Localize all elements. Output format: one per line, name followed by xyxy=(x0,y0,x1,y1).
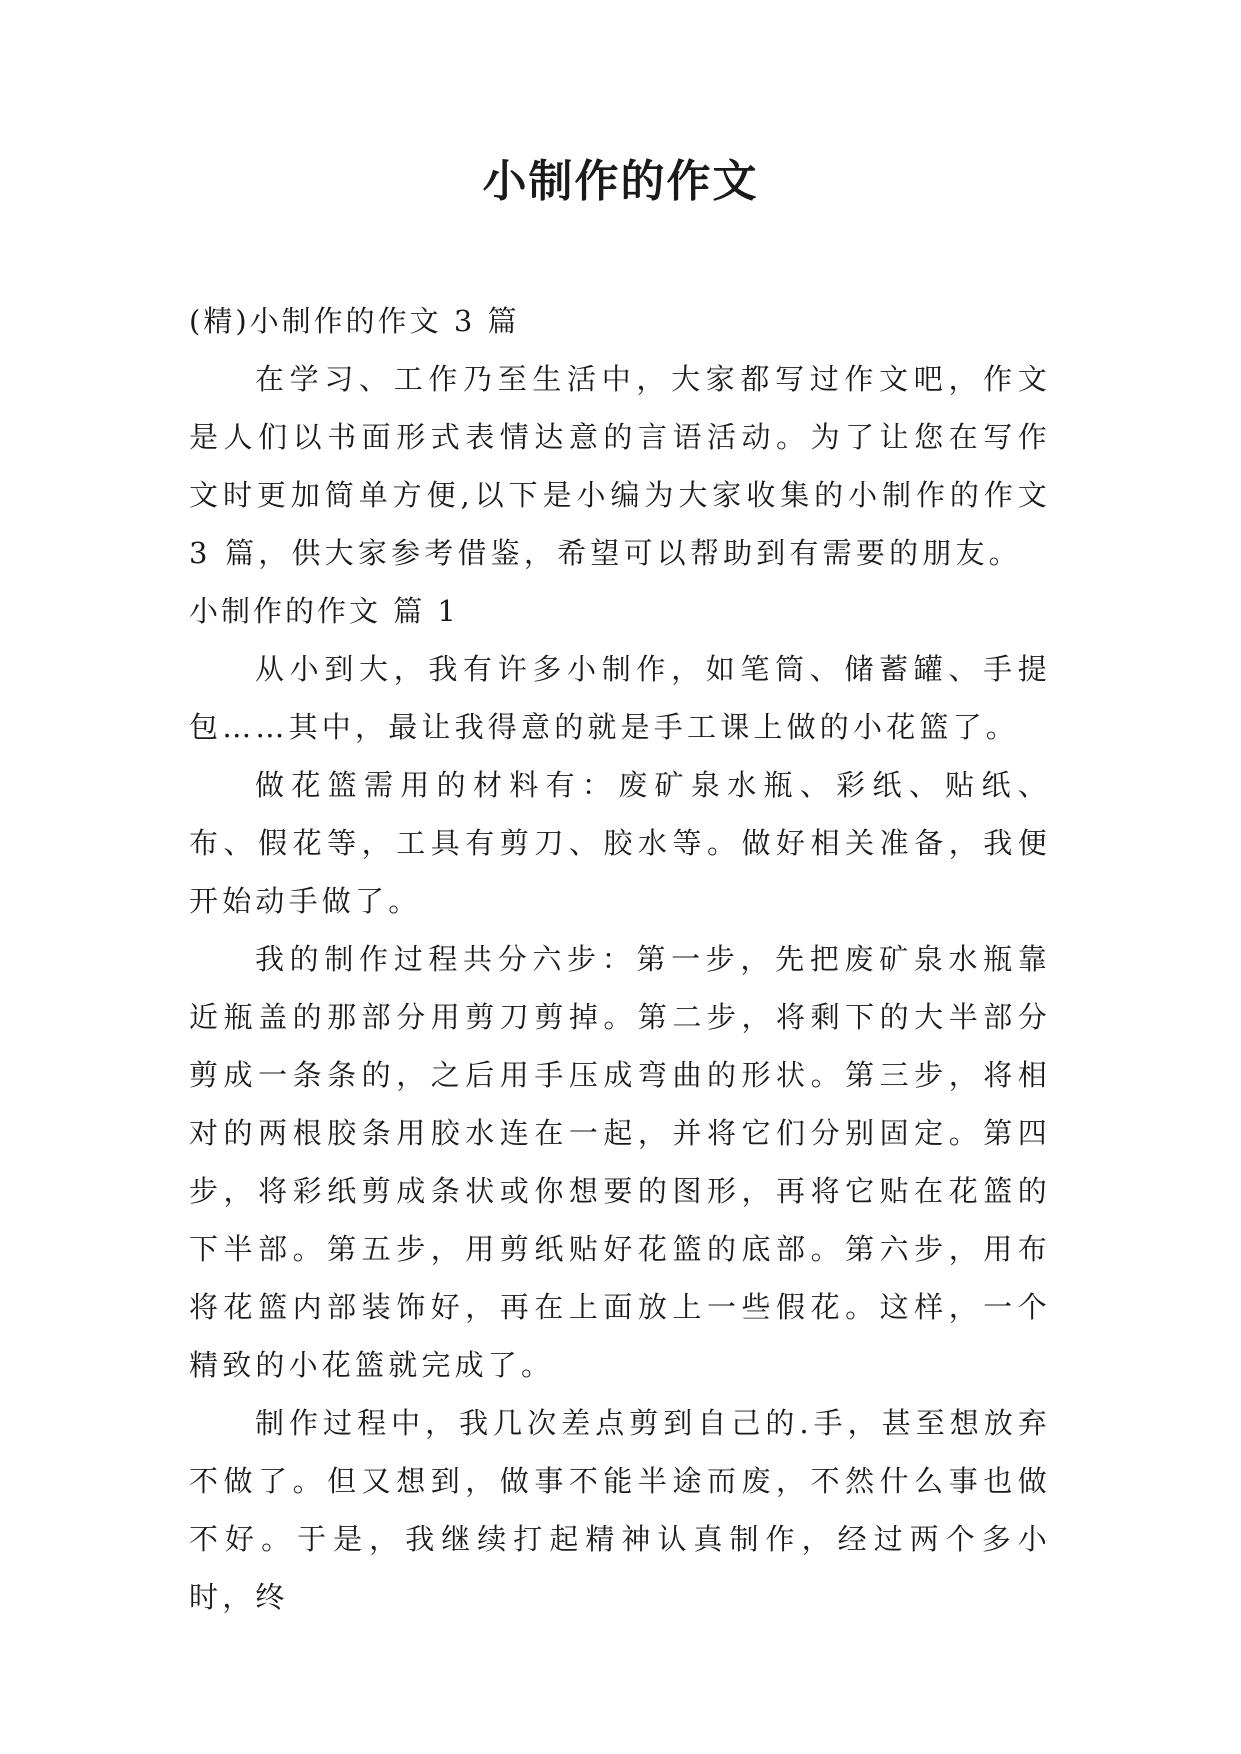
document-title: 小制作的作文 xyxy=(482,156,759,207)
document-body xyxy=(189,292,1051,1626)
paragraph-3: 我的制作过程共分六步：第一步，先把废矿泉水瓶靠近瓶盖的那部分用剪刀剪掉。第二步，将剩下的大半部分剪成一条条的，之后用手压成弯曲的形状。第三步，将相对的两根胶条用胶水连在一起，并将它们分别固定。第四步，将彩纸剪成条状或你想要的图形，再将它贴在花篮的下半部。第五步，用剪纸贴好花篮的底部。第六步，用布将花篮内部装饰好，再在上面放上一些假花。这样，一个精致的小花篮就完成了。 xyxy=(189,942,1051,1382)
intro-paragraph: 在学习、工作乃至生活中，大家都写过作文吧，作文是人们以书面形式表情达意的言语活动。为了让您在写作文时更加简单方便,以下是小编为大家收集的小制作的作文 3 篇，供大家参考借鉴，希望可以帮助到有需要的朋友。 xyxy=(189,362,1051,570)
paragraph-2: 做花篮需用的材料有：废矿泉水瓶、彩纸、贴纸、布、假花等，工具有剪刀、胶水等。做好相关准备，我便开始动手做了。 xyxy=(189,768,1051,918)
paragraph-1: 从小到大，我有许多小制作，如笔筒、储蓄罐、手提包……其中，最让我得意的就是手工课上做的小花篮了。 xyxy=(189,652,1051,744)
section-heading-1: 小制作的作文 篇 1 xyxy=(189,594,459,628)
document-subtitle: (精)小制作的作文 3 篇 xyxy=(189,304,520,338)
paragraph-4: 制作过程中，我几次差点剪到自己的.手，甚至想放弃不做了。但又想到，做事不能半途而废，不然什么事也做不好。于是，我继续打起精神认真制作，经过两个多小时，终 xyxy=(189,1406,1051,1614)
